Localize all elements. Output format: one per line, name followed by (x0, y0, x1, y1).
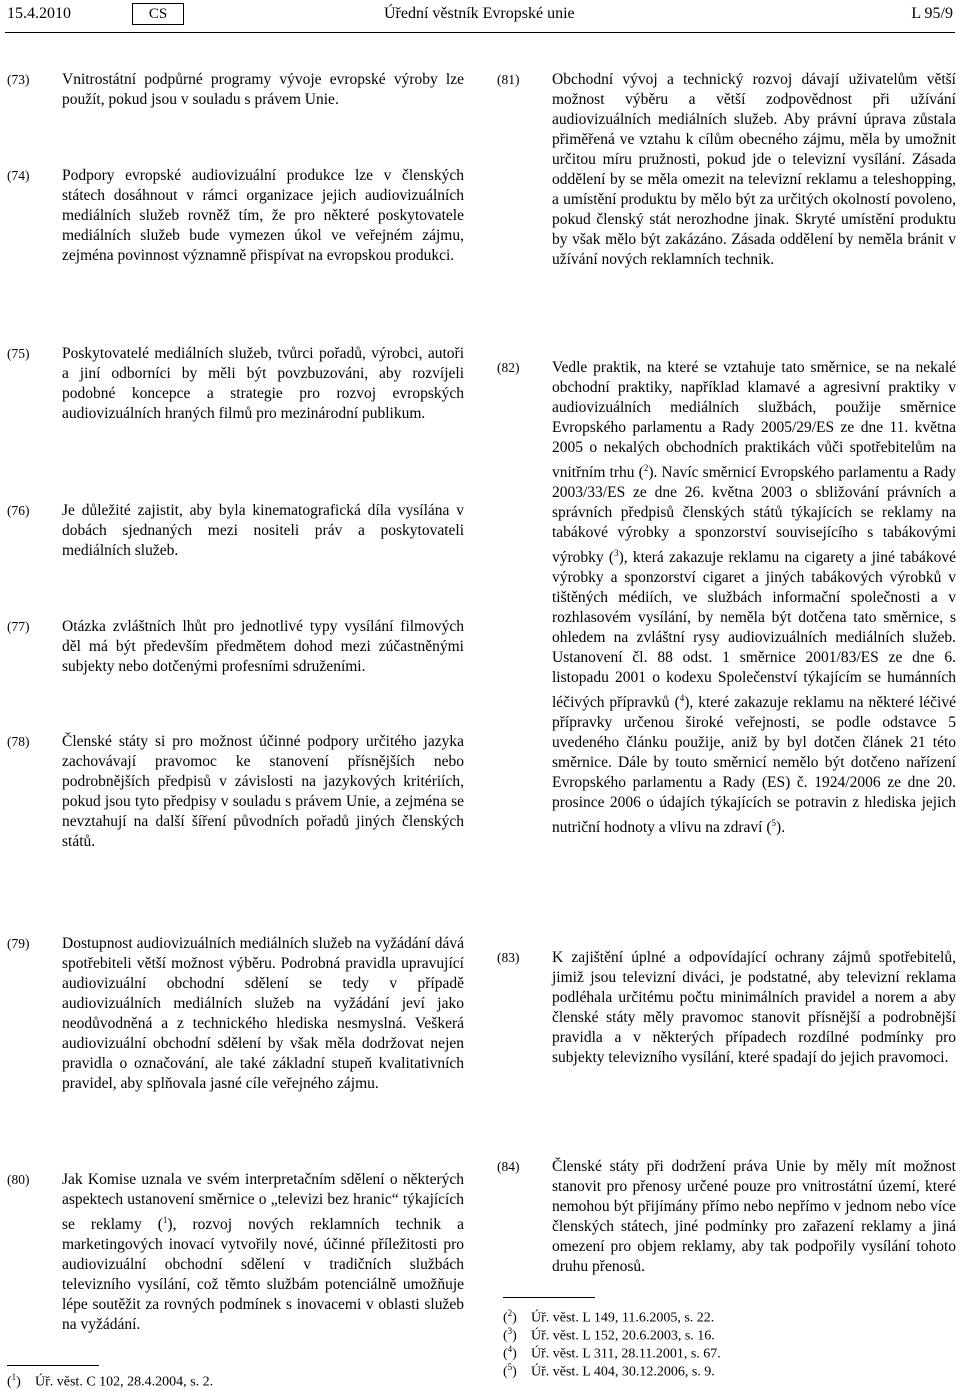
recital-text: Členské státy při dodržení práva Unie by měly mít možnost stanovit pro přenosy určené pouze pro vnitrostátní území, které nemohou být přijímány přímo nebo nepřímo v jednom nebo více členských státech, jiné podmínky pro zařazení reklamy a jiná omezení pro objem reklamy, aby tak podpořily vysílání tohoto druhu přenosů. (552, 1158, 956, 1275)
page-header (0, 0, 960, 36)
footnote-ref: 2 (643, 463, 649, 473)
recital-text: Jak Komise uznala ve svém interpretačním sdělení o některých aspektech ustanovení směrnice o „televizi bez hranic“ týkajících se reklamy ($^1$), rozvoj nových reklamních technik a marketingových inovací vytvořily nové, účinné příležitosti pro audiovizuální obchodní sdělení v tradičních službách televizního vysílání, což těmto službám potenciálně umožňuje lépe soutěžit za rovných podmínek s inovacemi v oblasti služeb na vyžádání. (62, 1171, 464, 1334)
recital-number: (80) (7, 1172, 30, 1187)
recital-text: Je důležité zajistit, aby byla kinematografická díla vysílána v dobách sjednaných mezi nositeli práv a poskytovateli mediálních služeb. (62, 502, 464, 559)
recital-text: Poskytovatelé mediálních služeb, tvůrci pořadů, výrobci, autoři a jiní odborníci by měli být povzbuzováni, aby rozvíjeli podobné koncepce a strategie pro rozvoj evropských audiovizuálních hraných filmů pro mezinárodní publikum. (62, 345, 464, 422)
recital-text: Vnitrostátní podpůrné programy vývoje evropské výroby lze použít, pokud jsou v souladu s právem Unie. (62, 71, 464, 108)
recital-text: Obchodní vývoj a technický rozvoj dávají uživatelům větší možnost výběru a větší zodpovědnost při užívání audiovizuálních mediálních služeb. Aby právní úprava zůstala přiměřená ve vztahu k cílům obecného zájmu, měla by umožnit určitou míru pružnosti, pokud jde o televizní vysílání. Zásada oddělení by se měla omezit na televizní reklamu a teleshopping, a umístění produktu by mělo být za určitých okolností povoleno, pokud členský stát nerozhodne jinak. Skryté umístění produktu by však mělo být zakázáno. Zásada oddělení by neměla bránit v užívání nových reklamních technik. (552, 71, 956, 268)
recital-text: K zajištění úplné a odpovídající ochrany zájmů spotřebitelů, jimiž jsou televizní diváci, je podstatné, aby televizní reklama podléhala určitému počtu minimálních pravidel a norem a aby členské státy měly pravomoc stanovit přísnější a podrobnější pravidla a v některých případech rozdílné podmínky pro subjekty televizního vysílání, které spadají do jejich pravomoci. (552, 949, 956, 1066)
footnote-mark: ($^5$) (503, 1362, 517, 1380)
footnote-text: Úř. věst. L 404, 30.12.2006, s. 9. (531, 1364, 715, 1380)
recital-text: Členské státy si pro možnost účinné podpory určitého jazyka zachovávají pravomoc ke stanovení přísnějších nebo podrobnějších předpisů v závislosti na jazykových kritériích, pokud jsou tyto předpisy v souladu s právem Unie, a zejména se nevztahují na další šíření původních pořadů jiných členských států. (62, 733, 464, 850)
recital-number: (81) (497, 72, 520, 87)
footnote-mark: ($^1$) (7, 1372, 21, 1390)
recital-number: (76) (7, 503, 30, 518)
footnote-5 (503, 1359, 715, 1381)
footnote-text: Úř. věst. L 152, 20.6.2003, s. 16. (531, 1328, 715, 1344)
recital-number: (77) (7, 619, 30, 634)
recital-text: Otázka zvláštních lhůt pro jednotlivé typy vysílání filmových děl má být především předmětem dohod mezi zúčastněnými subjekty nebo dotčenými profesními sdruženími. (62, 618, 464, 675)
recital-text: Dostupnost audiovizuálních mediálních služeb na vyžádání dává spotřebiteli větší možnost výběru. Podrobná pravidla upravující audiovizuální obchodní sdělení se tedy v případě audiovizuálních mediálních služeb na vyžádání jeví jako neodůvodněná a z technického hlediska nesmyslná. Veškerá audiovizuální obchodní sdělení by však měla dodržovat nejen pravidla o označování, ale také základní stupeň kvalitativních pravidel, aby splňovala jasné cíle veřejného zájmu. (62, 935, 464, 1092)
recital-number: (74) (7, 168, 30, 183)
recital-number: (73) (7, 72, 30, 87)
footnote-mark: ($^4$) (503, 1344, 517, 1362)
footnote-text: Úř. věst. C 102, 28.4.2004, s. 2. (35, 1374, 214, 1390)
journal-title: Úřední věstník Evropské unie (384, 5, 575, 22)
language-code-box: CS (132, 3, 184, 25)
footnote-ref: 3 (614, 548, 619, 559)
footnote-1 (7, 1369, 213, 1391)
footnote-mark: ($^3$) (503, 1326, 517, 1344)
recital-number: (78) (7, 734, 30, 749)
footnote-ref: 5 (771, 818, 777, 829)
footnote-rule-left (7, 1365, 99, 1366)
recital-number: (82) (497, 360, 520, 375)
footnote-ref: 4 (679, 693, 685, 704)
recital-number: (84) (497, 1159, 520, 1174)
header-rule (5, 32, 955, 33)
footnote-ref: 1 (162, 1215, 168, 1225)
page-reference: L 95/9 (911, 5, 953, 22)
footnote-rule-right (503, 1297, 595, 1298)
footnote-text: Úř. věst. L 149, 11.6.2005, s. 22. (531, 1310, 715, 1326)
recital-text: Vedle praktik, na které se vztahuje tato směrnice, se na nekalé obchodní praktiky, například klamavé a agresivní praktiky v audiovizuálních mediálních službách, použije směrnice Evropského parlamentu a Rady 2005/29/ES ze dne 11. května 2005 o nekalých obchodních praktikách vůči spotřebitelům na vnitřním trhu ($^2$). Navíc směrnicí Evropského parlamentu a Rady 2003/33/ES ze dne 26. května 2003 o sbližování právních a správních předpisů členských států týkajících se reklamy na tabákové výrobky a sponzorství souvisejícího s tabákovými výrobky ($^3$), která zakazuje reklamu na cigarety a jiné tabákové výrobky a sponzorství cigaret a jiných tabákových výrobků v tištěných médiích, ve službách informační společnosti a v rozhlasovém vysílání, by neměla být dotčena tato směrnice, s ohledem na zvláštní rysy audiovizuálních mediálních služeb. Ustanovení čl. 88 odst. 1 směrnice 2001/83/ES ze dne 6. listopadu 2001 o kodexu Společenství týkajícím se humánních léčivých přípravků ($^4$), které zakazuje reklamu na některé léčivé přípravky určenou široké veřejnosti, se podle odstavce 5 uvedeného článku použije, aniž by byl dotčen článek 21 této směrnice. Dále by touto směrnicí nemělo být dotčeno nařízení Evropského parlamentu a Rady (ES) č. 1924/2006 ze dne 20. prosince 2006 o údajích týkajících se potravin z hlediska jejich nutriční hodnoty a vlivu na zdraví ($^5$). (552, 359, 956, 837)
recital-number: (75) (7, 346, 30, 361)
recital-number: (79) (7, 936, 30, 951)
footnote-mark: ($^2$) (503, 1308, 517, 1326)
recital-number: (83) (497, 950, 520, 965)
recital-text: Podpory evropské audiovizuální produkce lze v členských státech dosáhnout v rámci organizace jejich audiovizuálních mediálních služeb rovněž tím, že pro některé poskytovatele mediálních služeb bude vymezen úkol ve veřejném zájmu, zejména povinnost významně přispívat na evropskou produkci. (62, 167, 464, 264)
footnote-text: Úř. věst. L 311, 28.11.2001, s. 67. (531, 1346, 721, 1362)
publication-date: 15.4.2010 (7, 5, 71, 22)
